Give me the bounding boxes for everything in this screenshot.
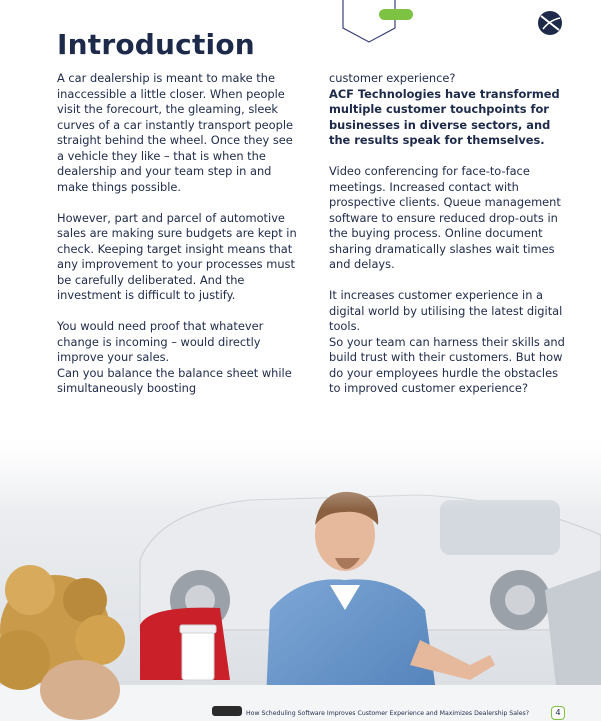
- left-text-column: [57, 71, 297, 397]
- paragraph: So your team can harness their skills and build trust with their customers. But how do your employees hurdle the obstacles to improved customer experience?: [329, 334, 565, 395]
- paragraph: It increases customer experience in a digital world by utilising the latest digital tools.: [329, 288, 563, 333]
- right-text-column: [329, 71, 569, 397]
- page-number: 4: [551, 706, 565, 720]
- paragraph: You would need proof that whatever change is incoming – would directly improve your sales.: [57, 319, 264, 364]
- hexagon-outline-icon: [341, 0, 401, 44]
- paragraph: Video conferencing for face-to-face meetings. Increased contact with prospective clients. Queue management software to ensure reduced drop-outs in the buying process. Online document sharing dramatically slashes wait times and delays.: [329, 164, 561, 271]
- highlight-paragraph: ACF Technologies have transformed multiple customer touchpoints for businesses in diverse sectors, and the results speak for themselves.: [329, 86, 560, 147]
- green-accent-pill: [379, 9, 413, 20]
- page-title: Introduction: [57, 28, 255, 61]
- footer-caption: How Scheduling Software Improves Customer Experience and Maximizes Dealership Sales?: [246, 710, 530, 717]
- paragraph: Can you balance the balance sheet while simultaneously boosting: [57, 365, 292, 395]
- paragraph: However, part and parcel of automotive sales are making sure budgets are kept in check. Keeping target insight means that any improvement to your processes must be carefully deliberated. And the investment is difficult to justify.: [57, 210, 297, 302]
- acf-globe-logo-icon: [536, 10, 564, 36]
- paragraph: customer experience?: [329, 71, 456, 85]
- paragraph: A car dealership is meant to make the inaccessible a little closer. When people visit the forecourt, the gleaming, sleek curves of a car instantly transport people straight behind the wheel. Once they see a vehicle they like – that is when the dealership and your team step in and make things possible.: [57, 71, 294, 194]
- dealership-meeting-photo: [0, 440, 601, 721]
